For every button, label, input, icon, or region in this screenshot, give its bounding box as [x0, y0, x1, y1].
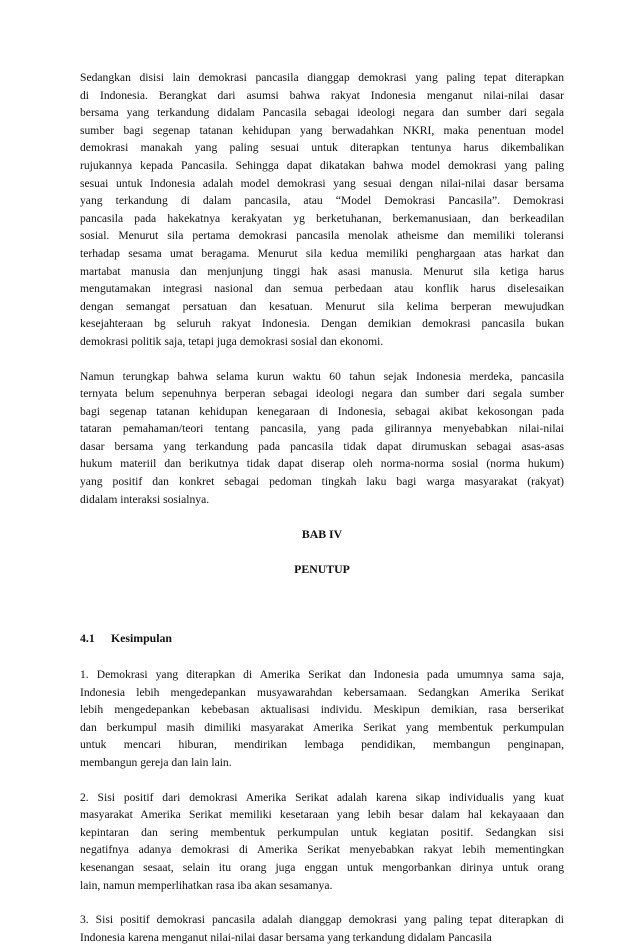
text-line: 3. Sisi positif demokrasi pancasila adalah dianggap demokrasi yang paling tepat diterapkan di	[80, 913, 564, 927]
text-line: negatifnya adanya demokrasi di Amerika Serikat menyebabkan rakyat lebih mementingkan	[80, 843, 564, 857]
text-line: 2. Sisi positif dari demokrasi Amerika Serikat adalah karena sikap individualis yang kuat	[80, 790, 564, 804]
text-line: mengutamakan integrasi nasional dan semua perbedaan atau konflik harus diselesaikan	[80, 282, 564, 296]
section-heading	[80, 630, 564, 648]
text-line: didalam interaksi sosialnya.	[80, 492, 210, 506]
text-line: demokrasi manakah yang paling sesuai untuk diterapkan tentunya harus dikembalikan	[80, 141, 564, 155]
paragraph-demokrasi-pancasila	[80, 69, 564, 351]
conclusion-point-1	[80, 666, 564, 772]
document-page	[80, 69, 564, 946]
text-line: kepintaran dan sering membentuk perkumpulan untuk kegiatan positif. Sedangkan sisi	[80, 825, 564, 839]
text-line: dan berkumpul masih dimiliki masyarakat Amerika Serikat yang membentuk perkumpulan	[80, 720, 564, 734]
text-line: Namun terungkap bahwa selama kurun waktu 60 tahun sejak Indonesia merdeka, pancasila	[80, 369, 564, 383]
text-line: masyarakat Amerika Serikat memiliki kesetaraan yang lebih besar dalam hal kekayaaan dan	[80, 808, 564, 822]
text-line: kesenangan sesaat, selain itu orang juga enggan untuk mengorbankan dirinya untuk orang	[80, 860, 564, 874]
text-line: lain, namun memperlihatkan rasa iba akan sesamanya.	[80, 878, 333, 892]
text-line: bagi segenap tatanan kehidupan kenegaraan di Indonesia, sebagai akibat kekosongan pada	[80, 404, 564, 418]
text-line: membangun gereja dan lain lain.	[80, 756, 232, 769]
section-number: 4.1	[80, 631, 95, 646]
text-line: martabat manusia dan menjunjung tinggi hak asasi manusia. Menurut sila ketiga harus	[80, 264, 564, 278]
text-line: untuk mencari hiburan, mendirikan lembaga pendidikan, membangun penginapan,	[80, 738, 564, 752]
text-line: rujukannya kepada Pancasila. Sehingga dapat dikatakan bahwa model demokrasi yang paling	[80, 158, 564, 172]
text-line: Indonesia karena menganut nilai-nilai dasar bersama yang terkandung didalam Pancasila	[80, 930, 492, 944]
conclusion-point-3	[80, 911, 564, 946]
text-line: sumber bagi segenap tatanan kehidupan yang berwadahkan NKRI, maka penentuan model	[80, 123, 564, 137]
text-line: dengan semangat persatuan dan kesatuan. Menurut sila kelima berperan mewujudkan	[80, 299, 564, 313]
text-line: yang terkandung di dalam pancasila, atau “Model Demokrasi Pancasila”. Demokrasi	[80, 194, 564, 208]
text-line: 1. Demokrasi yang diterapkan di Amerika Serikat dan Indonesia pada umumnya sama saja,	[80, 668, 564, 682]
text-line: bersama yang terkandung didalam Pancasila sebagai ideologi negara dan sumber dari segala	[80, 106, 564, 120]
text-line: pancasila pada hakekatnya kerakyatan yg berketuhanan, berkemanusiaan, dan berkeadilan	[80, 211, 564, 225]
text-line: kesejahteraan bg seluruh rakyat Indonesia. Dengan demikian demokrasi pancasila bukan	[80, 317, 564, 331]
text-line: sosial. Menurut sila pertama demokrasi pancasila menolak atheisme dan memiliki toleransi	[80, 229, 564, 243]
text-line: Sedangkan disisi lain demokrasi pancasila dianggap demokrasi yang paling tepat diterapkan	[80, 71, 564, 84]
text-line: lebih mengedepankan kebebasan aktualisasi individu. Meskipun demikian, rasa berserikat	[80, 703, 564, 717]
text-line: yang positif dan konkret sebagai pedoman tingkah laku bagi warga masyarakat (rakyat)	[80, 475, 564, 489]
text-line: demokrasi politik saja, tetapi juga demokrasi sosial dan ekonomi.	[80, 334, 384, 348]
text-line: hukum materiil dan berikutnya tidak dapat diserap oleh norma-norma sosial (norma hukum)	[80, 457, 564, 471]
text-line: tataran pemahaman/teori tentang pancasila, yang pada gilirannya menyebabkan nilai-nilai	[80, 422, 564, 436]
text-line: sesuai untuk Indonesia adalah model demokrasi yang sesuai dengan nilai-nilai dasar bersama	[80, 176, 564, 190]
text-line: dasar bersama yang terkandung pada pancasila tidak dapat dirumuskan sebagai asas-asas	[80, 439, 564, 453]
text-line: terhadap sesama umat beragama. Menurut sila kedua memiliki penghargaan atas harkat dan	[80, 246, 564, 260]
conclusion-point-2	[80, 789, 564, 895]
paragraph-peran-pancasila	[80, 368, 564, 509]
text-line: ternyata belum sepenuhnya berperan sebagai ideologi negara dan sumber dari segala sumber	[80, 387, 564, 401]
chapter-number: BAB IV	[301, 527, 343, 542]
chapter-title: PENUTUP	[294, 561, 350, 576]
text-line: Indonesia lebih mengedepankan musyawarahdan kebersamaan. Sedangkan Amerika Serikat	[80, 685, 564, 699]
text-line: di Indonesia. Berangkat dari asumsi bahwa rakyat Indonesia menganut nilai-nilai dasar	[80, 88, 564, 102]
section-title: Kesimpulan	[111, 631, 172, 646]
